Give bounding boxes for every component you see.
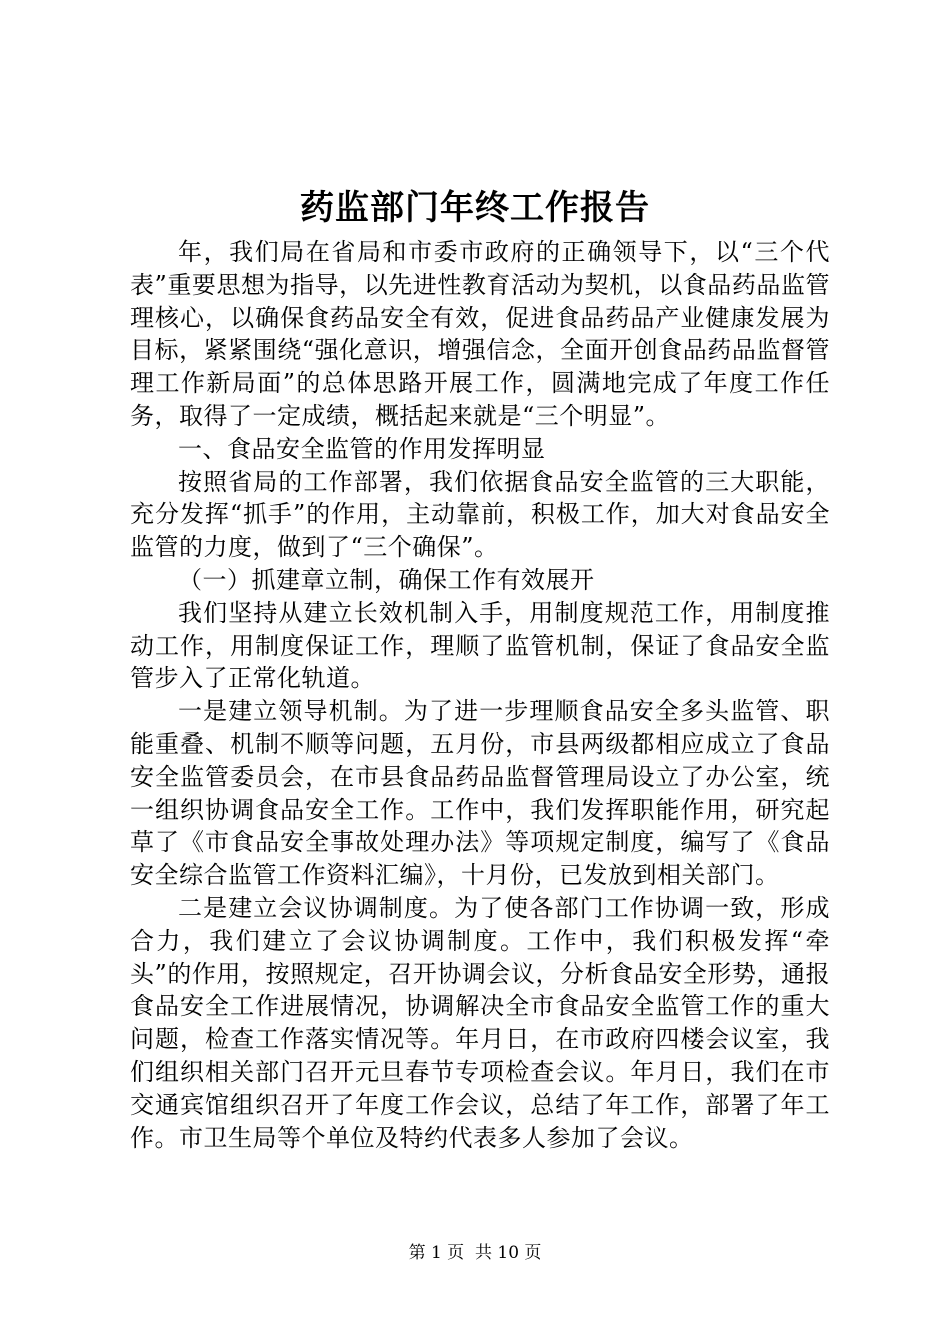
section-heading-1: 一、食品安全监管的作用发挥明显 <box>178 434 546 463</box>
paragraph-leadership-mechanism: 一是建立领导机制。为了进一步理顺食品安全多头监管、职能重叠、机制不顺等问题，五月份，市县两级都相应成立了食品安全监管委员会，在市县食品药品监督管理局设立了办公室，统一组织协调食品安全工作。工作中，我们发挥职能作用，研究起草了《市食品安全事故处理办法》等项规定制度，编写了《食品安全综合监管工作资料汇编》，十月份，已发放到相关部门。 <box>130 697 830 890</box>
paragraph-section-1: 按照省局的工作部署，我们依据食品安全监管的三大职能，充分发挥“抓手”的作用，主动靠前，积极工作，加大对食品安全监管的力度，做到了“三个确保”。 <box>130 467 830 562</box>
paragraph-subsection-1: 我们坚持从建立长效机制入手，用制度规范工作，用制度推动工作，用制度保证工作，理顺了监管机制，保证了食品安全监管步入了正常化轨道。 <box>130 598 830 693</box>
page-footer: 第 1 页 共 10 页 <box>408 1243 542 1263</box>
document-body <box>130 236 830 1154</box>
subsection-heading-1: （一）抓建章立制，确保工作有效展开 <box>178 565 595 594</box>
paragraph-intro: 年，我们局在省局和市委市政府的正确领导下，以“三个代表”重要思想为指导，以先进性教育活动为契机，以食品药品监管理核心，以确保食药品安全有效，促进食品药品产业健康发展为目标，紧紧围绕“强化意识，增强信念，全面开创食品药品监督管理工作新局面”的总体思路开展工作，圆满地完成了年度工作任务，取得了一定成绩，概括起来就是“三个明显”。 <box>130 238 830 430</box>
document-title: 药监部门年终工作报告 <box>300 188 650 228</box>
paragraph-meeting-coordination: 二是建立会议协调制度。为了使各部门工作协调一致，形成合力，我们建立了会议协调制度。工作中，我们积极发挥“牵头”的作用，按照规定，召开协调会议，分析食品安全形势，通报食品安全工作进展情况，协调解决全市食品安全监管工作的重大问题，检查工作落实情况等。年月日，在市政府四楼会议室，我们组织相关部门召开元旦春节专项检查会议。年月日，我们在市交通宾馆组织召开了年度工作会议，总结了年工作，部署了年工作。市卫生局等个单位及特约代表多人参加了会议。 <box>130 893 830 1152</box>
